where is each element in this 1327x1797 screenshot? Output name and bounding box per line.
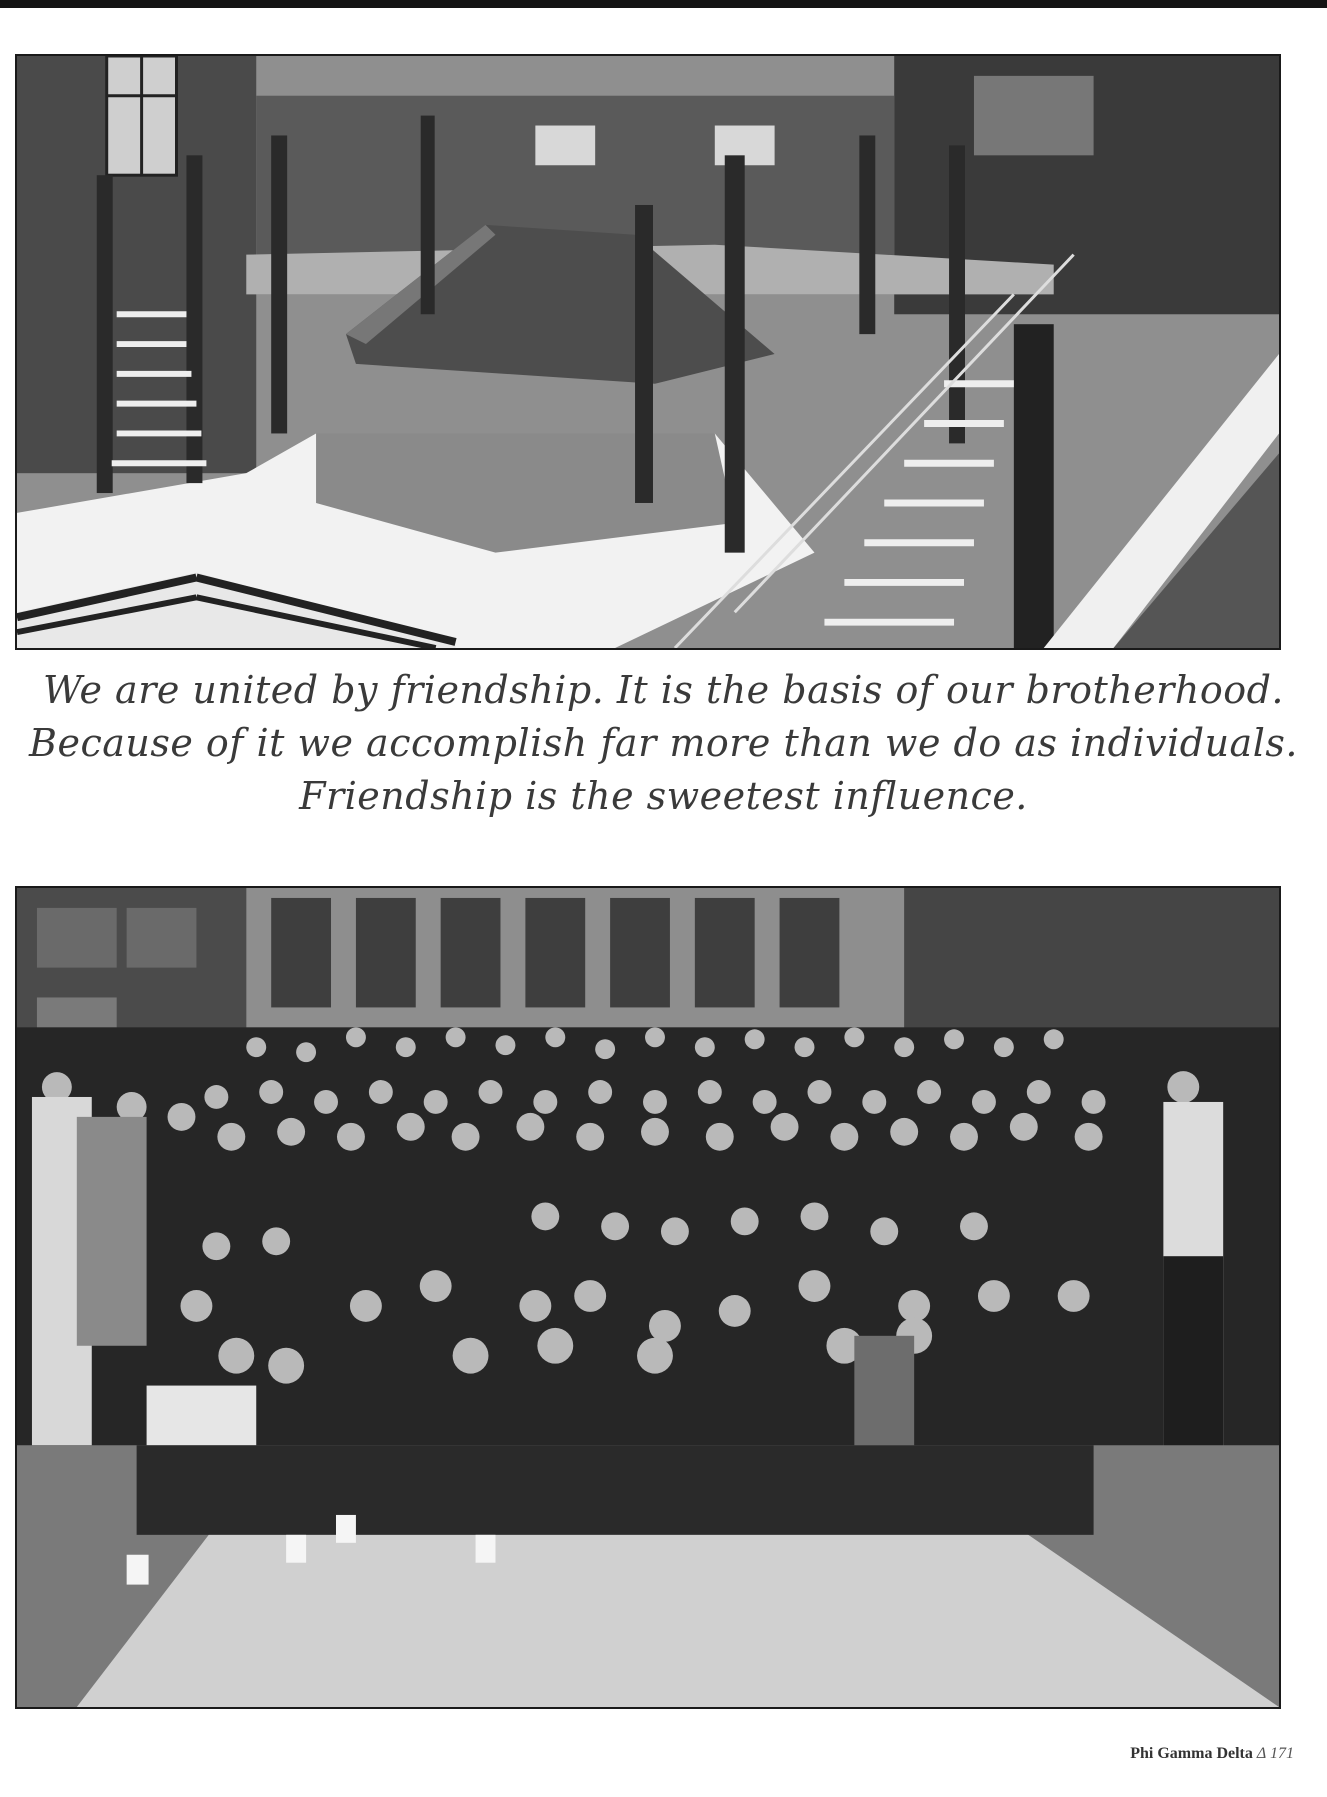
- delta-symbol: Δ: [1256, 1745, 1266, 1762]
- photo-treehouse-structure: [15, 54, 1281, 650]
- page-footer: [1130, 1745, 1294, 1763]
- caption-line-1: We are united by friendship. It is the basis of our brotherhood.: [43, 668, 1284, 712]
- friendship-caption: [0, 664, 1327, 823]
- top-rule: [0, 0, 1327, 8]
- photo-group-portrait: [15, 886, 1281, 1709]
- caption-line-2: Because of it we accomplish far more than we do as individuals.: [29, 721, 1298, 765]
- caption-line-3: Friendship is the sweetest influence.: [299, 774, 1028, 818]
- organization-name: Phi Gamma Delta: [1130, 1745, 1253, 1762]
- page-number: 171: [1270, 1745, 1294, 1762]
